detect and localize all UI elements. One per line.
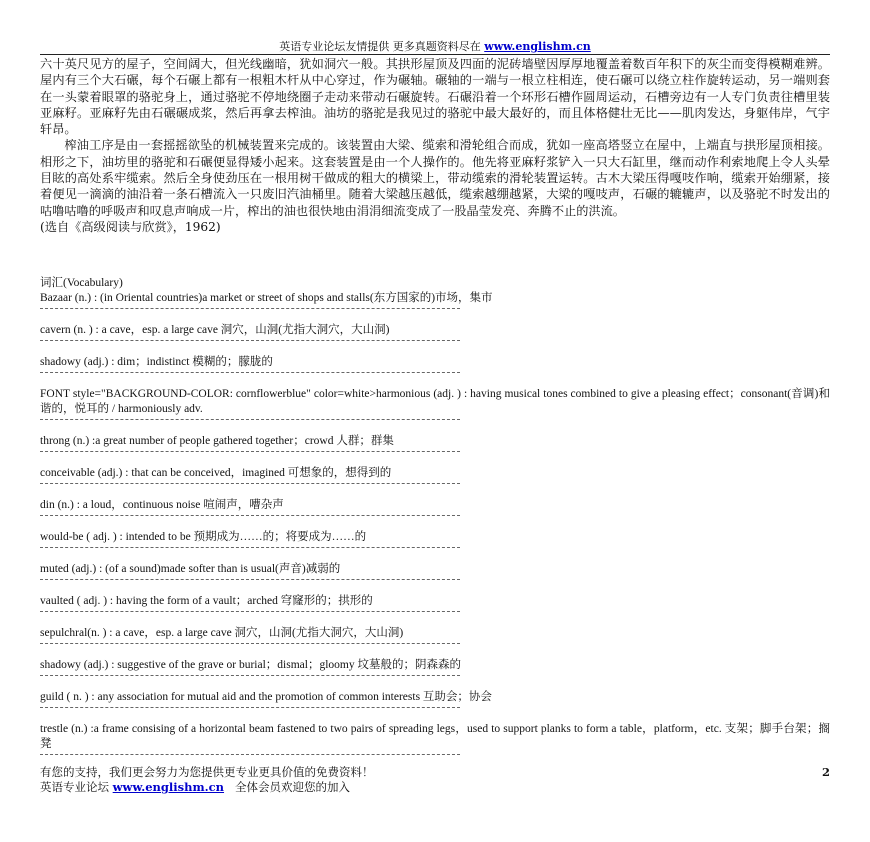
vocab-entry: trestle (n.) :a frame consising of a horizontal beam fastened to two pairs of spreading legs，used to support planks to form a table，platform，etc. 支架；脚手台架；搁凳: [40, 723, 830, 750]
dashed-divider: [40, 451, 460, 453]
dashed-divider: [40, 547, 460, 549]
dashed-divider: [40, 483, 460, 485]
dashed-divider: [40, 340, 460, 342]
vocab-entry: muted (adj.) : (of a sound)made softer than is usual(声音)减弱的: [40, 563, 341, 575]
dashed-divider: [40, 308, 460, 310]
vocab-entry: Bazaar (n.) : (in Oriental countries)a market or street of shops and stalls(东方国家的)市场，集市: [40, 292, 493, 304]
article-body: [40, 56, 830, 235]
dashed-divider: [40, 419, 460, 421]
vocab-entry: throng (n.) :a great number of people gathered together；crowd 人群；群集: [40, 435, 394, 447]
dashed-divider: [40, 611, 460, 613]
vocab-entry: shadowy (adj.) : dim；indistinct 模糊的；朦胧的: [40, 356, 273, 368]
vocab-entry: guild ( n. ) : any association for mutual aid and the promotion of common interests 互助会；协会: [40, 691, 492, 703]
dashed-divider: [40, 754, 460, 756]
footer-site-link[interactable]: www.englishm.cn: [112, 780, 225, 794]
vocab-entry: cavern (n. ) : a cave，esp. a large cave 洞穴，山洞(尤指大洞穴，大山洞): [40, 324, 390, 336]
dashed-divider: [40, 515, 460, 517]
vocab-entry: conceivable (adj.) : that can be conceived，imagined 可想象的，想得到的: [40, 467, 392, 479]
header-site-link[interactable]: www.englishm.cn: [484, 40, 591, 53]
dashed-divider: [40, 372, 460, 374]
vocab-entry: din (n.) : a loud，continuous noise 喧闹声，嘈杂声: [40, 499, 284, 511]
page-footer: [40, 765, 830, 795]
header-text: 英语专业论坛友情提供 更多真题资料尽在: [279, 40, 481, 53]
paragraph-2: 榨油工序是由一套摇摇欲坠的机械装置来完成的。该装置由大梁、缆索和滑轮组合而成，犹如一座高塔竖立在屋中，上端直与拱形屋顶相接。相形之下，油坊里的骆驼和石碾便显得矮小起来。这套装置是由一个人操作的。他先将亚麻籽浆铲入一只大石缸里，继而动作利索地爬上令人头晕目眩的高处系牢缆索。然后全身使劲压在一根用树干做成的粗大的横梁上，带动缆索的滑轮装置运转。古木大梁压得嘎吱作响，缆索开始绷紧，接着便见一滴滴的油沿着一条石槽流入一只废旧汽油桶里。随着大梁越压越低，缆索越绷越紧，大梁的嘎吱声，石碾的辘辘声，以及骆驼不时发出的咕噜咕噜的呼吸声和叹息声响成一片，榨出的油也很快地由涓涓细流变成了一股晶莹发亮、奔腾不止的洪流。: [40, 138, 830, 218]
page-header: [0, 40, 870, 54]
footer-site-name: 英语专业论坛: [40, 780, 109, 794]
source-citation: (选自《高级阅读与欣赏》，1962): [40, 219, 221, 234]
dashed-divider: [40, 643, 460, 645]
vocabulary-section: [40, 276, 830, 781]
page-number: 2: [821, 765, 830, 779]
footer-welcome: 全体会员欢迎您的加入: [235, 780, 350, 794]
header-divider: [40, 54, 830, 55]
vocab-entry: would-be ( adj. ) : intended to be 预期成为……的；将要成为……的: [40, 531, 367, 543]
vocab-entry: sepulchral(n. ) : a cave，esp. a large cave 洞穴，山洞(尤指大洞穴，大山洞): [40, 627, 404, 639]
dashed-divider: [40, 579, 460, 581]
vocab-entry: shadowy (adj.) : suggestive of the grave or burial；dismal；gloomy 坟墓般的；阴森森的: [40, 659, 461, 671]
footer-line-2: [40, 780, 830, 795]
vocab-entry: FONT style="BACKGROUND-COLOR: cornflowerblue" color=white>harmonious (adj. ) : having musical tones combined to give a pleasing effect；consonant(音调)和谐的，悦耳的 / harmoniously adv.: [40, 388, 830, 415]
dashed-divider: [40, 707, 460, 709]
vocab-entry: vaulted ( adj. ) : having the form of a vault；arched 穹窿形的；拱形的: [40, 595, 373, 607]
footer-line-1: 有您的支持，我们更会努力为您提供更专业更具价值的免费资料！: [40, 765, 374, 779]
paragraph-1: 六十英尺见方的屋子，空间阔大，但光线幽暗，犹如洞穴一般。其拱形屋顶及四面的泥砖墙壁因厚厚地覆盖着数百年积下的灰尘而变得模糊难辨。屋内有三个大石碾，每个石碾上都有一根粗木杆从中心穿过，作为碾轴。碾轴的一端与一根立柱相连，使石碾可以绕立柱作旋转运动，另一端则套在一头蒙着眼罩的骆驼身上，通过骆驼不停地绕圈子走动来带动石碾旋转。石碾沿着一个环形石槽作圆周运动，石槽旁边有一人专门负责往槽里装亚麻籽。亚麻籽先由石碾碾成浆，然后再拿去榨油。油坊的骆驼是我见过的骆驼中最大最好的，而且体格健壮无比——肌肉发达，身躯伟岸，气宇轩昂。: [40, 57, 830, 137]
dashed-divider: [40, 675, 460, 677]
vocabulary-title: 词汇(Vocabulary): [40, 277, 123, 289]
